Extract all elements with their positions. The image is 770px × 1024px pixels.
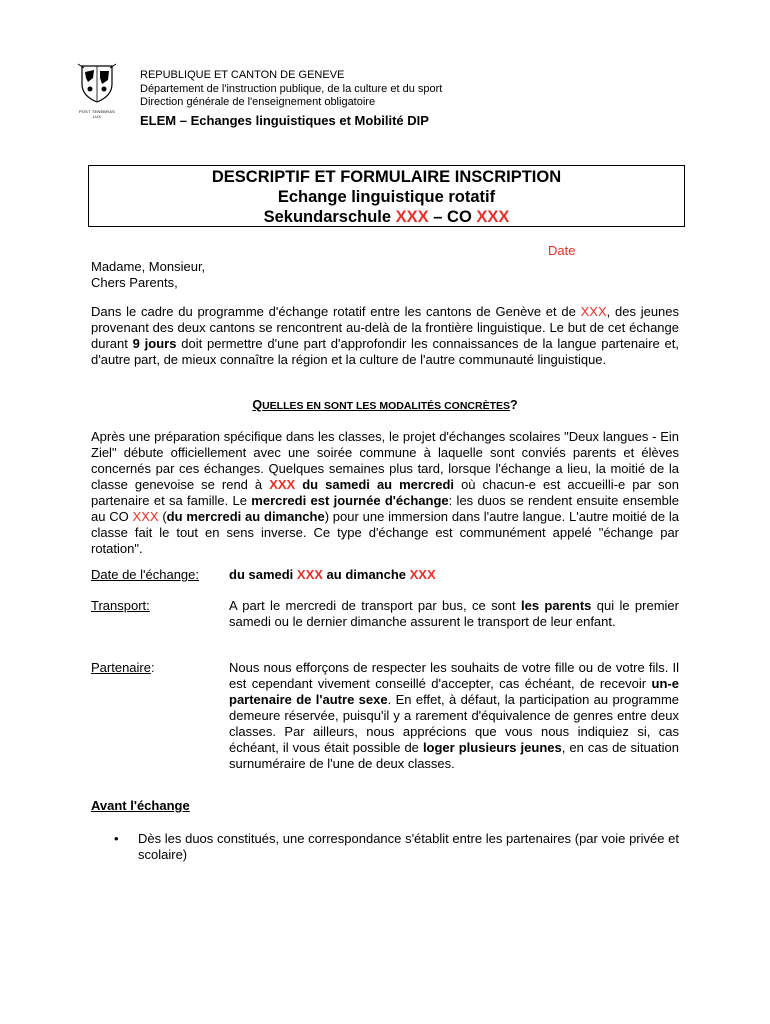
document-header <box>140 69 442 129</box>
header-direction: Direction générale de l'enseignement obligatoire <box>140 96 376 108</box>
section-heading: QUELLES EN SONT LES MODALITÉS CONCRÈTES? <box>252 398 518 412</box>
bullet-text: Dès les duos constitués, une correspondance s'établit entre les partenaires (par voie privée et scolaire) <box>138 831 679 862</box>
partner-label: Partenaire: <box>91 660 155 675</box>
title-line-2: Echange linguistique rotatif <box>277 188 496 206</box>
title-line-1: DESCRIPTIF ET FORMULAIRE INSCRIPTION <box>211 168 562 186</box>
exchange-date-value: du samedi XXX au dimanche XXX <box>229 567 436 582</box>
greeting: Madame, Monsieur, Chers Parents, <box>91 259 206 290</box>
transport-value: A part le mercredi de transport par bus, ce sont les parents qui le premier samedi ou le dernier dimanche assurent le transport de leur enfant. <box>229 598 679 629</box>
title-box <box>88 165 685 227</box>
transport-label: Transport: <box>91 598 150 613</box>
before-exchange-heading: Avant l'échange <box>91 798 190 813</box>
bullet-icon: • <box>114 831 119 846</box>
header-title: ELEM – Echanges linguistiques et Mobilité DIP <box>140 112 429 128</box>
geneva-coat-of-arms-logo <box>76 62 118 119</box>
partner-value: Nous nous efforçons de respecter les souhaits de votre fille ou de votre fils. Il est cependant vivement conseillé d'accepter, cas échéant, de recevoir un-e partenaire de l'autre sexe. En effet, à défaut, la participation au programme demeure réservée, puisqu'il y a rarement d'équivalence de genres entre deux classes. Par ailleurs, nous apprécions que vous nous indiquiez si, cas échéant, il vous était possible de loger plusieurs jeunes, en cas de situation surnuméraire de l'une de deux classes. <box>229 660 679 771</box>
modalities-paragraph: Après une préparation spécifique dans les classes, le projet d'échanges scolaires "Deux langues - Ein Ziel" débute officiellement avec une soirée commune à laquelle sont conviés parents et élèves concernés par ces échanges. Quelques semaines plus tard, lorsque l'échange a lieu, la moitié de la classe genevoise se rend à XXX du samedi au mercredi où chacun-e est accueilli-e par son partenaire et sa famille. Le mercredi est journée d'échange: les duos se rendent ensuite ensemble au CO XXX (du mercredi au dimanche) pour une immersion dans l'autre langue. L'autre moitié de la classe fait le tout en sens inverse. Ce type d'échange est communément appelé "échange par rotation". <box>91 429 679 556</box>
date-placeholder: Date <box>548 243 576 258</box>
header-department: Département de l'instruction publique, de la culture et du sport <box>140 82 443 95</box>
logo-caption: POST TENEBRAS LUX <box>78 109 116 119</box>
title-line-3: Sekundarschule XXX – CO XXX <box>263 208 510 226</box>
intro-paragraph: Dans le cadre du programme d'échange rotatif entre les cantons de Genève et de XXX, des jeunes provenant des deux cantons se rencontrent au-delà de la frontière linguistique. Le but de cet échange durant 9 jours doit permettre d'une part d'approfondir les connaissances de la langue partenaire et, d'autre part, de mieux connaître la région et la culture de l'autre communauté linguistique. <box>91 304 680 367</box>
header-republic: REPUBLIQUE ET CANTON DE GENEVE <box>140 69 345 81</box>
exchange-date-label: Date de l'échange: <box>91 567 200 582</box>
